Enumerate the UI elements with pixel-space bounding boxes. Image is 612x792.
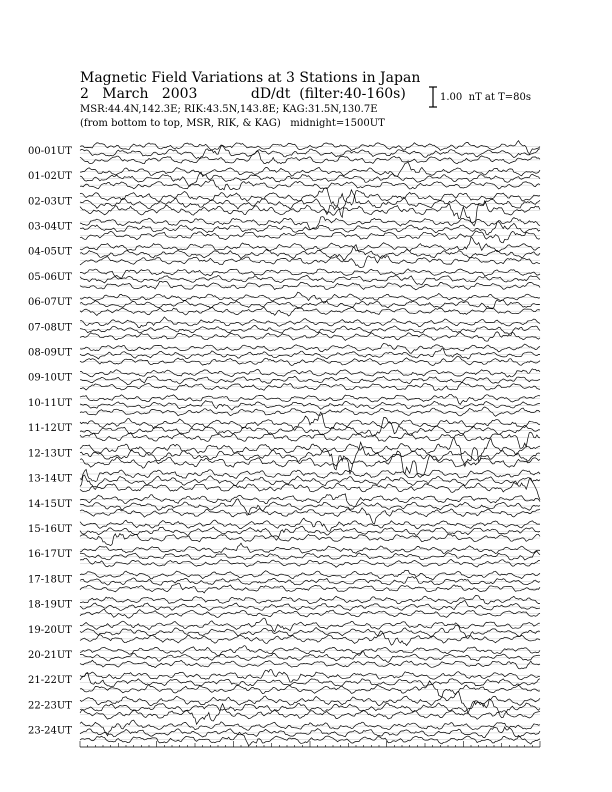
trace-rik [80,577,540,585]
hour-label: 18-19UT [28,599,72,611]
quantity-text: dD/dt (filter:40-160s) [250,86,406,102]
hour-label: 15-16UT [28,523,72,535]
trace-msr [80,681,540,697]
trace-kag [80,518,540,532]
hour-label: 13-14UT [28,473,72,485]
trace-rik [80,222,540,235]
hour-label: 22-23UT [28,700,72,712]
trace-rik [80,349,540,359]
hour-label: 20-21UT [28,650,72,662]
trace-msr [80,256,540,268]
trace-rik [80,551,540,560]
trace-rik [80,699,540,718]
hour-label: 12-13UT [28,448,72,460]
hour-label: 11-12UT [28,423,72,435]
trace-msr [80,180,540,190]
trace-rik [80,475,540,489]
order-line: (from bottom to top, MSR, RIK, & KAG) midnight=1500UT [80,118,385,129]
trace-rik [80,499,540,514]
trace-rik [80,275,540,285]
hour-label: 00-01UT [28,145,72,157]
trace-msr [80,583,540,593]
trace-msr [80,151,540,164]
trace-msr [80,281,540,289]
trace-kag [80,618,540,632]
trace-kag [80,162,540,177]
trace-kag [80,412,540,430]
trace-kag [80,438,540,467]
trace-rik [80,172,540,186]
hour-label: 02-03UT [28,196,72,208]
trace-kag [80,343,540,353]
trace-msr [80,558,540,567]
trace-msr [80,407,540,416]
trace-kag [80,317,540,328]
hour-label: 16-17UT [28,549,72,561]
trace-rik [80,652,540,663]
stations-line: MSR:44.4N,142.3E; RIK:43.5N,143.8E; KAG:31.5N,130.7E [80,104,378,115]
hour-label: 19-20UT [28,624,72,636]
hour-label: 08-09UT [28,347,72,359]
hour-label: 05-06UT [28,271,72,283]
trace-kag [80,237,540,252]
hour-label: 14-15UT [28,498,72,510]
date-text: 2 March 2003 [80,86,198,102]
hour-label: 21-22UT [28,675,72,687]
trace-kag [80,596,540,605]
hour-label: 09-10UT [28,372,72,384]
trace-kag [80,269,540,279]
trace-kag [80,217,540,230]
scale-label: 1.00 nT at T=80s [440,92,531,103]
chart-title: Magnetic Field Variations at 3 Stations in Japan [80,70,421,86]
hour-label: 01-02UT [28,171,72,183]
hour-label: 03-04UT [28,221,72,233]
hour-label: 23-24UT [28,725,72,737]
trace-msr [80,382,540,390]
trace-kag [80,570,540,580]
trace-kag [80,141,540,155]
trace-rik [80,325,540,335]
trace-rik [80,601,540,611]
hour-label: 04-05UT [28,246,72,258]
hour-label: 06-07UT [28,297,72,309]
trace-kag [80,543,540,553]
hour-label: 10-11UT [28,397,72,409]
trace-msr [80,307,540,316]
trace-rik [80,300,540,309]
trace-msr [80,534,540,546]
trace-msr [80,660,540,669]
hour-label: 07-08UT [28,322,72,334]
trace-msr [80,432,540,448]
trace-msr [80,356,540,365]
hour-label: 17-18UT [28,574,72,586]
trace-kag [80,369,540,377]
